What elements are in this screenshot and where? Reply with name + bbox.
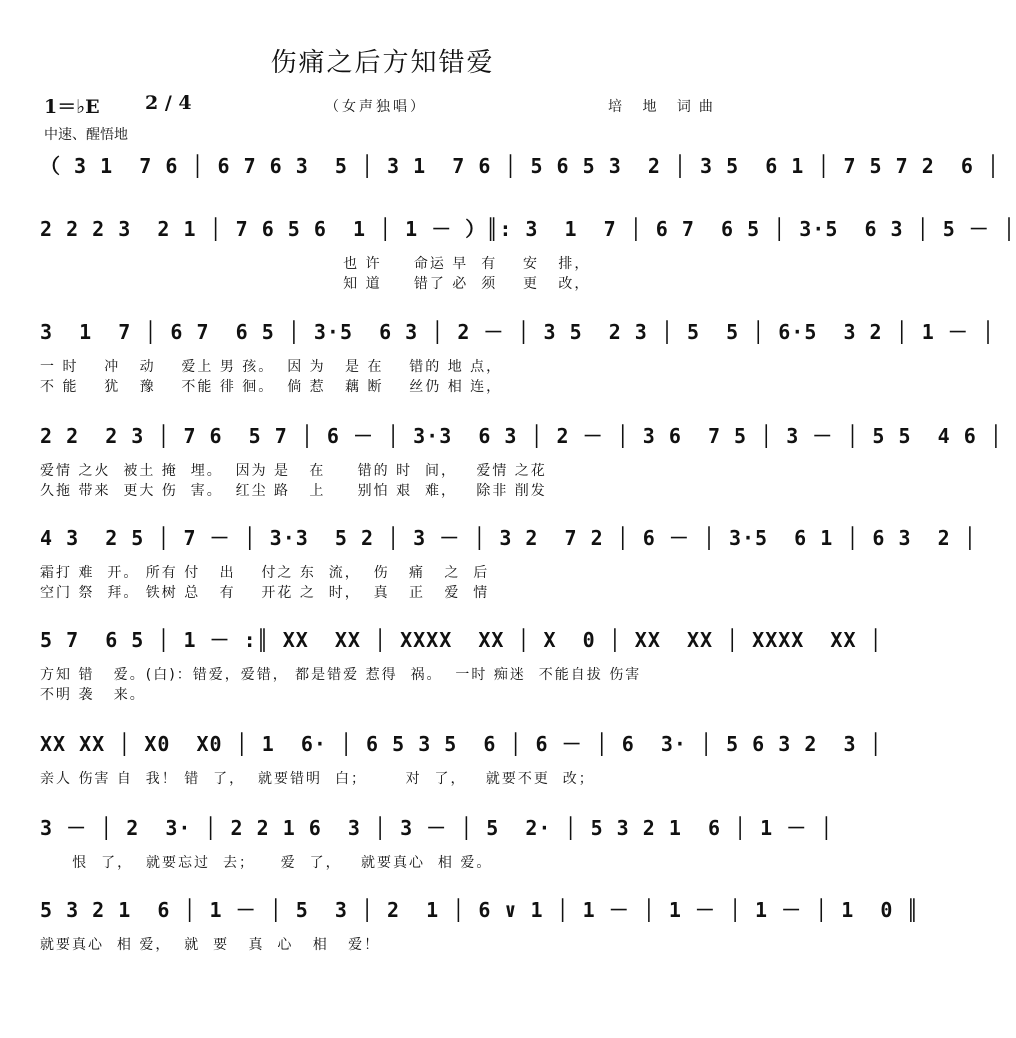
- lyric-line-1: 也 许 命运 早 有 安 排，: [40, 256, 591, 272]
- notes-line: 5 3 2 1 6 │ 1 － │ 5 3 │ 2 1 │ 6 ∨ 1 │ 1 － │ 1 － │ 1 － │ 1 0 ║: [40, 897, 920, 922]
- key-signature: 1＝♭E: [44, 96, 100, 118]
- author-credit: 培 地 词曲: [608, 99, 721, 115]
- lyric-line-2: 知 道 错了 必 须 更 改，: [40, 276, 591, 292]
- notes-line: 5 7 6 5 │ 1 － :║ XX XX │ XXXX XX │ X 0 │ XX XX │ XXXX XX │: [40, 627, 883, 652]
- lyric-line-2: 空门 祭 拜。 铁树 总 有 开花 之 时， 真 正 爱 情: [40, 585, 490, 601]
- notes-line: 2 2 2 3 │ 7 6 5 7 │ 6 － │ 3·3 6 3 │ 2 － │ 3 6 7 5 │ 3 － │ 5 5 4 6 │: [40, 423, 1003, 448]
- notes-line: （ 3 1 7 6 │ 6 7 6 3 5 │ 3 1 7 6 │ 5 6 5 3 2 │ 3 5 6 1 │ 7 5 7 2 6 │: [40, 153, 1000, 178]
- lyric-line-2: 不 能 犹 豫 不能 徘 徊。 倘 惹 藕 断 丝仍 相 连，: [40, 379, 503, 395]
- song-title: 伤痛之后方知错爱: [270, 48, 495, 78]
- voice-type: （女声独唱）: [325, 99, 427, 115]
- notes-line: 3 － │ 2 3· │ 2 2 1 6 3 │ 3 － │ 5 2· │ 5 3 2 1 6 │ 1 － │: [40, 815, 834, 840]
- time-signature: 2 / 4: [145, 92, 192, 114]
- lyric-line-1: 方知 错 爱。(白)：错爱，爱错， 都是错爱 惹得 祸。 一时 痴迷 不能自拔 伤害: [40, 667, 642, 683]
- lyric-line-1: 一 时 冲 动 爱上 男 孩。 因 为 是 在 错的 地 点，: [40, 359, 503, 375]
- notes-line: XX XX │ X0 X0 │ 1 6· │ 6 5 3 5 6 │ 6 － │ 6 3· │ 5 6 3 2 3 │: [40, 731, 883, 756]
- notes-line: 4 3 2 5 │ 7 － │ 3·3 5 2 │ 3 － │ 3 2 7 2 │ 6 － │ 3·5 6 1 │ 6 3 2 │: [40, 525, 977, 550]
- notes-line: 2 2 2 3 2 1 │ 7 6 5 6 1 │ 1 － ）║: 3 1 7 │ 6 7 6 5 │ 3·5 6 3 │ 5 － │: [40, 216, 1016, 241]
- lyric-line-1: 亲人 伤害 自 我！ 错 了， 就要错明 白； 对 了， 就要不更 改；: [40, 771, 595, 787]
- lyric-line-1: 就要真心 相 爱， 就 要 真 心 相 爱！: [40, 937, 381, 953]
- notes-line: 3 1 7 │ 6 7 6 5 │ 3·5 6 3 │ 2 － │ 3 5 2 3 │ 5 5 │ 6·5 3 2 │ 1 － │: [40, 319, 995, 344]
- lyric-line-1: 爱情 之火 被土 掩 埋。 因为 是 在 错的 时 间， 爱情 之花: [40, 463, 547, 479]
- lyric-line-2: 久拖 带来 更大 伤 害。 红尘 路 上 别怕 艰 难， 除非 削发: [40, 483, 547, 499]
- tempo-marking: 中速、醒悟地: [44, 127, 128, 143]
- lyric-line-2: 不明 袭 来。: [40, 687, 146, 703]
- lyric-line-1: 恨 了， 就要忘过 去； 爱 了， 就要真心 相 爱。: [40, 855, 493, 871]
- lyric-line-1: 霜打 难 开。 所有 付 出 付之 东 流， 伤 痛 之 后: [40, 565, 490, 581]
